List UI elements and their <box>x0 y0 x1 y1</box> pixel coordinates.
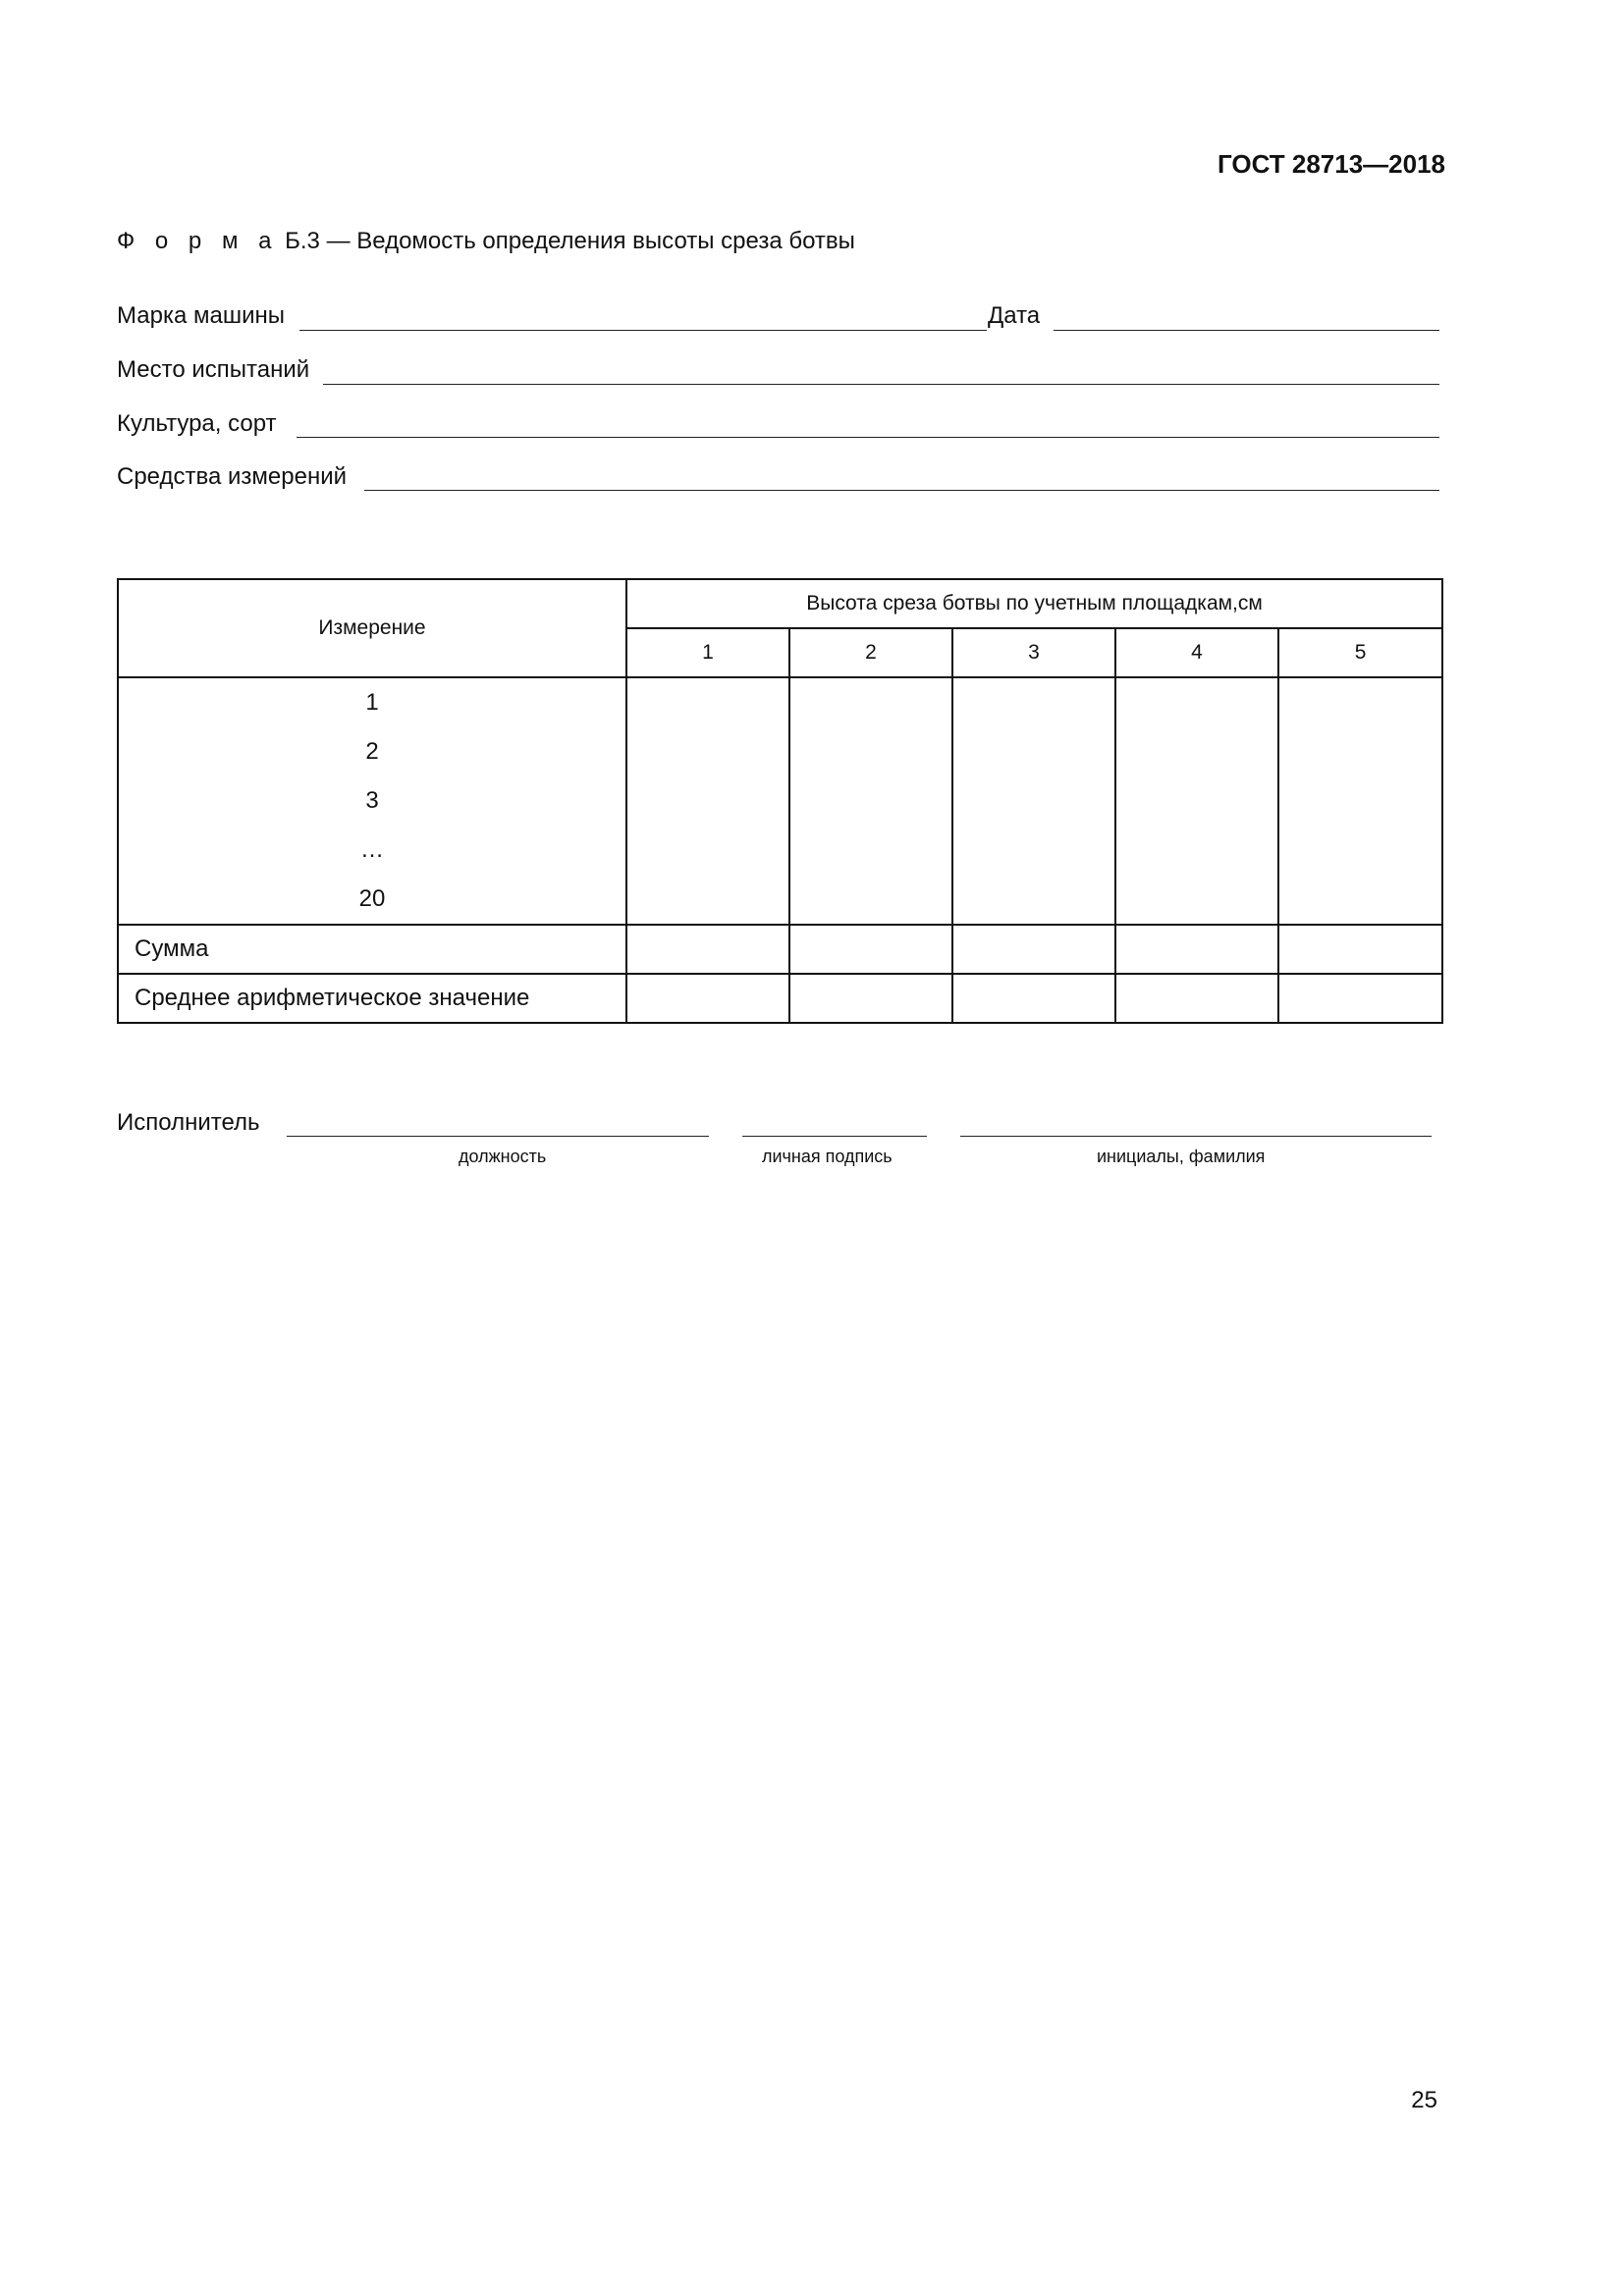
table-row-measurements <box>118 677 1442 925</box>
cell-sum-4[interactable] <box>1115 925 1278 974</box>
cell-sum-3[interactable] <box>952 925 1115 974</box>
cell-mean-3[interactable] <box>952 974 1115 1023</box>
header-cut-height: Высота среза ботвы по учетным площадкам,см <box>626 579 1442 628</box>
field-date-label: Дата <box>988 302 1041 329</box>
cell-plot-5[interactable] <box>1278 677 1442 925</box>
cell-sum-1[interactable] <box>626 925 789 974</box>
cell-sum-5[interactable] <box>1278 925 1442 974</box>
cell-plot-2[interactable] <box>789 677 952 925</box>
header-plot-2: 2 <box>789 628 952 677</box>
field-machine-label: Марка машины <box>117 302 286 329</box>
row-mean-label: Среднее арифметическое значение <box>118 974 626 1023</box>
header-plot-5: 5 <box>1278 628 1442 677</box>
field-instruments-line[interactable] <box>364 490 1439 491</box>
executor-signature-line[interactable] <box>742 1136 927 1137</box>
row-sum-label: Сумма <box>118 925 626 974</box>
field-crop-label: Культура, сорт <box>117 410 277 437</box>
form-title-text: Б.3 — Ведомость определения высоты среза ботвы <box>285 228 855 254</box>
table-row-mean <box>118 974 1442 1023</box>
executor-name-caption: инициалы, фамилия <box>1097 1147 1266 1166</box>
form-title <box>117 228 855 255</box>
measurement-1: 1 <box>365 689 379 716</box>
field-date-line[interactable] <box>1054 330 1439 331</box>
table-row-sum <box>118 925 1442 974</box>
measurement-numbers <box>118 677 626 925</box>
measurement-table <box>117 578 1443 1024</box>
measurement-2: 2 <box>365 738 379 765</box>
field-instruments-label: Средства измерений <box>117 463 348 490</box>
standard-number: ГОСТ 28713—2018 <box>1218 149 1445 179</box>
field-crop-line[interactable] <box>297 437 1439 438</box>
measurement-3: 3 <box>365 787 379 814</box>
cell-sum-2[interactable] <box>789 925 952 974</box>
cell-mean-1[interactable] <box>626 974 789 1023</box>
header-plot-3: 3 <box>952 628 1115 677</box>
measurement-ellipsis: … <box>360 836 384 863</box>
cell-plot-1[interactable] <box>626 677 789 925</box>
measurement-20: 20 <box>358 885 386 912</box>
field-machine-line[interactable] <box>299 330 987 331</box>
page-number: 25 <box>1411 2087 1437 2113</box>
cell-mean-2[interactable] <box>789 974 952 1023</box>
executor-position-line[interactable] <box>287 1136 709 1137</box>
field-place-line[interactable] <box>323 384 1439 385</box>
cell-plot-3[interactable] <box>952 677 1115 925</box>
cell-mean-5[interactable] <box>1278 974 1442 1023</box>
field-place-label: Место испытаний <box>117 356 310 383</box>
header-measurement: Измерение <box>118 579 626 677</box>
executor-name-line[interactable] <box>960 1136 1432 1137</box>
header-plot-4: 4 <box>1115 628 1278 677</box>
cell-mean-4[interactable] <box>1115 974 1278 1023</box>
cell-plot-4[interactable] <box>1115 677 1278 925</box>
executor-position-caption: должность <box>459 1147 547 1166</box>
form-title-prefix: Ф о р м а <box>117 228 279 254</box>
executor-label: Исполнитель <box>117 1109 260 1136</box>
executor-signature-caption: личная подпись <box>762 1147 893 1166</box>
header-plot-1: 1 <box>626 628 789 677</box>
